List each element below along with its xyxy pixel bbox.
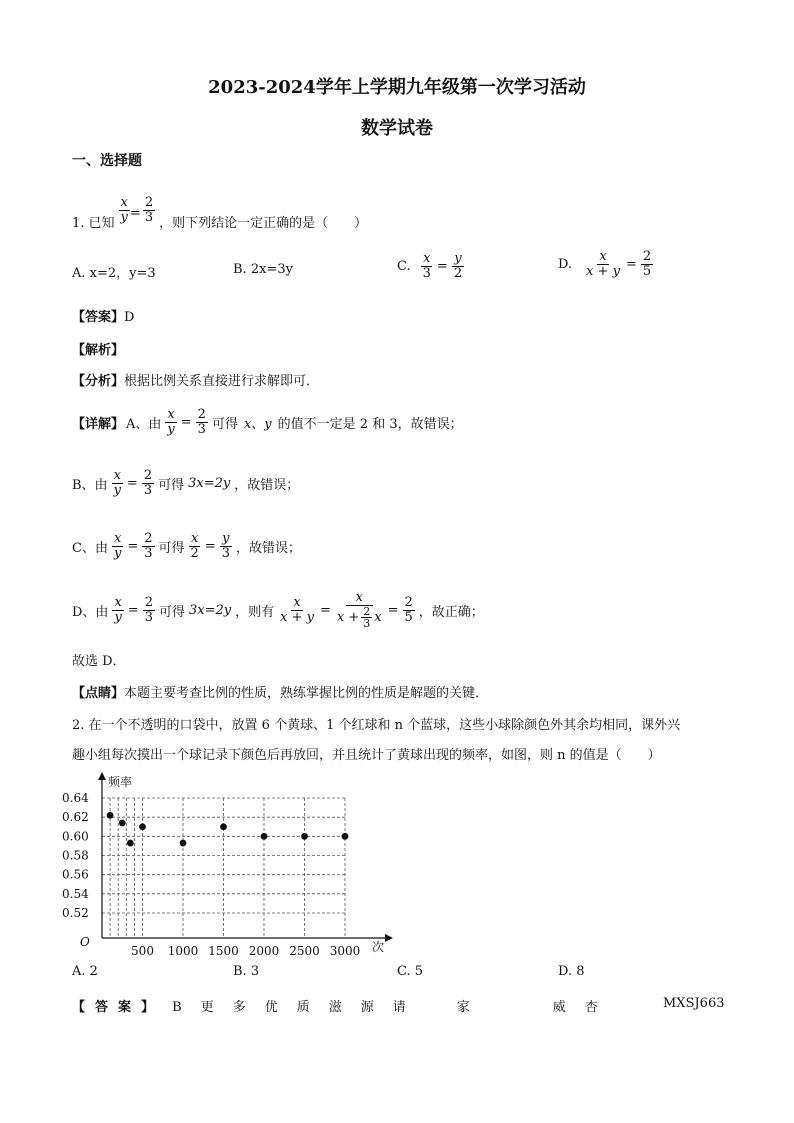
q1-detail-c: C、由 $\frac{x}{y}$ = $\frac{2}{3}$ 可得 $\frac{x}{2}$ = $\frac{y}{3}$ ，故错误； bbox=[72, 531, 301, 561]
data-point bbox=[139, 823, 146, 830]
y-tick-label: 0.64 bbox=[62, 791, 89, 805]
q1-option-c: C. $\frac{x}{3}$ = $\frac{y}{2}$ bbox=[397, 251, 463, 281]
data-point bbox=[127, 840, 134, 847]
q1-option-d-label: D. bbox=[558, 256, 573, 272]
q1-detail-d: D、由 $\frac{x}{y}$ = $\frac{2}{3}$ 可得 3x=2y ，则有 $\frac{x}{x + y}$ = x x + $\frac{2}{3}$ x = $\frac{2}{5}$ ，故正确； bbox=[72, 590, 484, 631]
x-tick-label: 3000 bbox=[329, 944, 361, 958]
data-point bbox=[261, 833, 268, 840]
data-point bbox=[301, 833, 308, 840]
q1-detail-b: B、由 $\frac{x}{y}$ = $\frac{2}{3}$ 可得 3x=2y ，故错误； bbox=[72, 468, 300, 498]
q2-answer: 【答案】 B 更 多 优 质 滋 源 请 家 威 杏 bbox=[72, 1000, 601, 1015]
origin-label: O bbox=[80, 935, 90, 949]
y-tick-label: 0.52 bbox=[62, 906, 89, 920]
q2-option-a: A. 2 bbox=[72, 964, 98, 979]
x-tick-label: 2000 bbox=[248, 944, 280, 958]
y-tick-label: 0.56 bbox=[62, 867, 89, 882]
q1-option-b: B. 2x=3y bbox=[233, 262, 293, 277]
y-axis-arrow bbox=[98, 772, 106, 780]
data-point bbox=[107, 812, 114, 819]
q2-answer-code: MXSJ663 bbox=[663, 996, 725, 1011]
q1-cond-y: y bbox=[120, 210, 128, 225]
x-axis-label: 次 bbox=[372, 940, 385, 954]
x-tick-label: 500 bbox=[131, 944, 154, 958]
q1-conclusion: 故选 D． bbox=[72, 654, 126, 669]
q1-cond-x: x bbox=[120, 195, 128, 211]
section-heading: 一、选择题 bbox=[72, 153, 142, 169]
q1-prefix: 1. 已知 bbox=[72, 216, 115, 231]
q1-option-a: A. x=2，y=3 bbox=[72, 266, 156, 281]
frequency-chart bbox=[60, 768, 400, 958]
y-tick-label: 0.54 bbox=[62, 886, 89, 901]
page-subtitle: 数学试卷 bbox=[361, 118, 433, 139]
data-point bbox=[342, 833, 349, 840]
y-tick-label: 0.60 bbox=[62, 829, 89, 844]
q2-option-b: B. 3 bbox=[233, 964, 260, 979]
q1-fenxi: 【分析】根据比例关系直接进行求解即可． bbox=[72, 374, 320, 389]
q1-detail-a: 【详解】 A、由 $\frac{x}{y}$ = $\frac{2}{3}$ 可得 x、y 的值不一定是 2 和 3，故错误； bbox=[72, 407, 463, 437]
q1-suffix: ，则下列结论一定正确的是（ ） bbox=[159, 216, 368, 231]
q1-cond-eq: = bbox=[129, 206, 141, 222]
question-1-stem bbox=[72, 190, 367, 231]
q1-dianjing: 【点睛】本题主要考查比例的性质，熟练掌握比例的性质是解题的关键． bbox=[72, 686, 489, 701]
data-point bbox=[220, 823, 227, 830]
chart-grid bbox=[102, 798, 345, 938]
x-axis-arrow bbox=[385, 934, 393, 942]
q1-option-c-label: C. bbox=[397, 258, 411, 274]
q1-cond-2: 2 bbox=[144, 195, 154, 211]
x-tick-label: 2500 bbox=[289, 944, 320, 958]
chart-axes bbox=[80, 772, 393, 954]
page-title: 2023-2024学年上学期九年级第一次学习活动 bbox=[208, 77, 586, 98]
question-2-line-2: 趣小组每次摸出一个球记录下颜色后再放回，并且统计了黄球出现的频率，如图，则 n 的值是（ ） bbox=[72, 748, 661, 763]
q1-analysis-label: 【解析】 bbox=[72, 343, 125, 358]
y-axis-label: 频率 bbox=[108, 775, 133, 789]
question-2-line-1: 2. 在一个不透明的口袋中，放置 6 个黄球、1 个红球和 n 个蓝球，这些小球除颜色外其余均相同，课外兴 bbox=[72, 718, 681, 733]
chart-ticks bbox=[62, 791, 360, 958]
data-point bbox=[119, 820, 126, 827]
y-tick-label: 0.58 bbox=[62, 848, 89, 863]
data-point bbox=[180, 840, 187, 847]
q1-cond-3: 3 bbox=[144, 210, 154, 225]
q1-answer: 【答案】D bbox=[72, 310, 135, 325]
x-tick-label: 1000 bbox=[167, 944, 199, 958]
x-tick-label: 1500 bbox=[208, 944, 239, 958]
q2-option-c: C. 5 bbox=[397, 964, 424, 979]
y-tick-label: 0.62 bbox=[62, 810, 89, 825]
q1-option-d: D. $\frac{x}{x + y}$ = $\frac{2}{5}$ bbox=[558, 249, 652, 279]
q2-option-d: D. 8 bbox=[558, 964, 585, 979]
